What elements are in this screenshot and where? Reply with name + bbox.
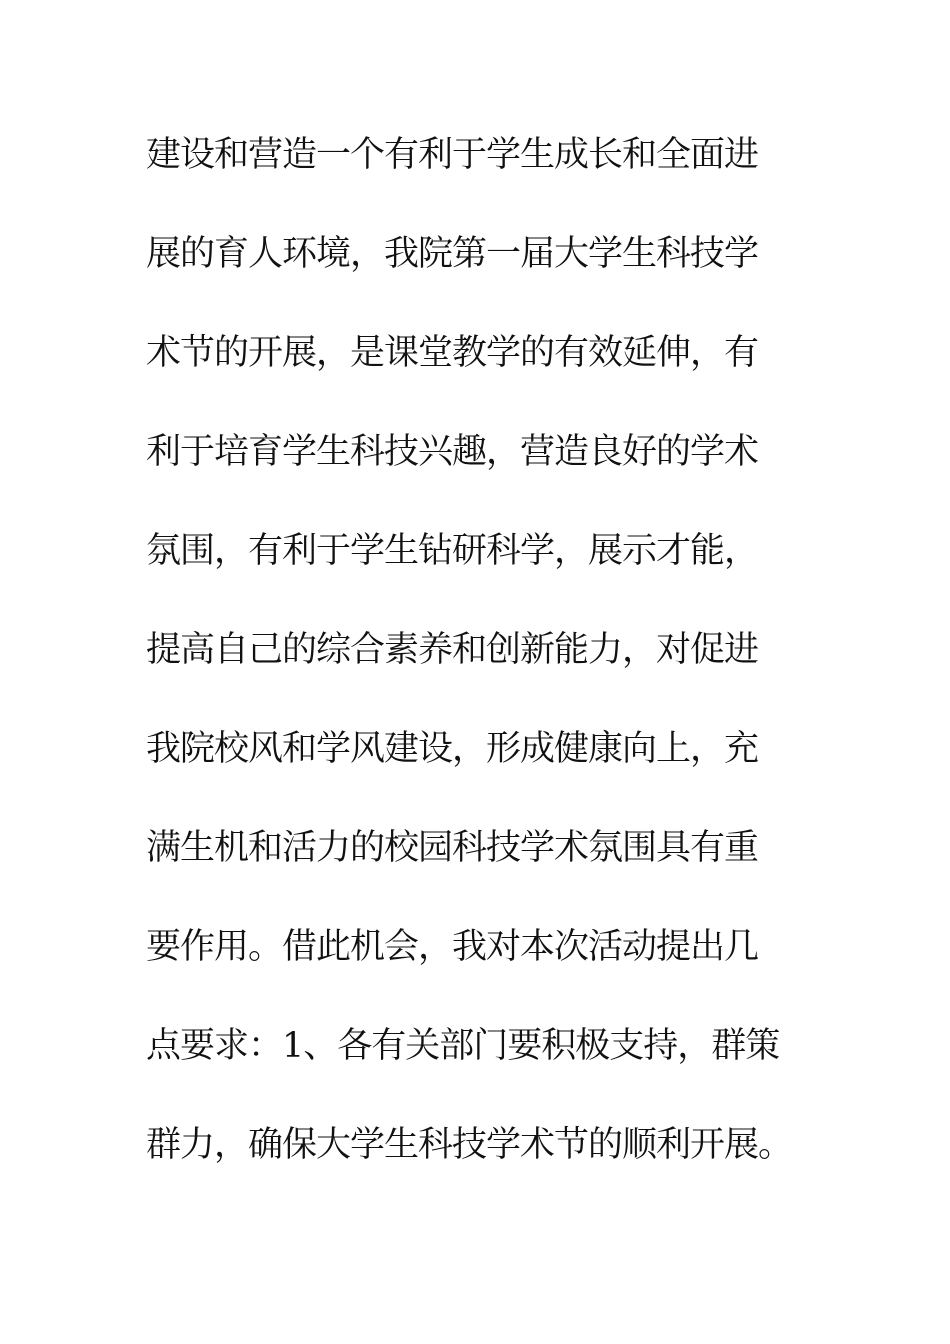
text-line: 我院校风和学风建设，形成健康向上，充 — [146, 729, 759, 769]
text-line: 氛围，有利于学生钻研科学，展示才能， — [146, 531, 759, 571]
text-line: 满生机和活力的校园科技学术氛围具有重 — [146, 828, 759, 868]
text-line: 利于培育学生科技兴趣，营造良好的学术 — [146, 432, 759, 472]
body-paragraph — [146, 125, 826, 1214]
text-line: 提高自己的综合素养和创新能力，对促进 — [146, 630, 759, 670]
text-line: 术节的开展，是课堂教学的有效延伸，有 — [146, 333, 759, 373]
text-line: 建设和营造一个有利于学生成长和全面进 — [146, 135, 759, 175]
text-line: 展的育人环境，我院第一届大学生科技学 — [146, 234, 759, 274]
text-line: 要作用。借此机会，我对本次活动提出几 — [146, 927, 759, 967]
text-line: 群力，确保大学生科技学术节的顺利开展。 — [146, 1125, 793, 1165]
text-line: 点要求：1、各有关部门要积极支持，群策 — [146, 1026, 780, 1066]
